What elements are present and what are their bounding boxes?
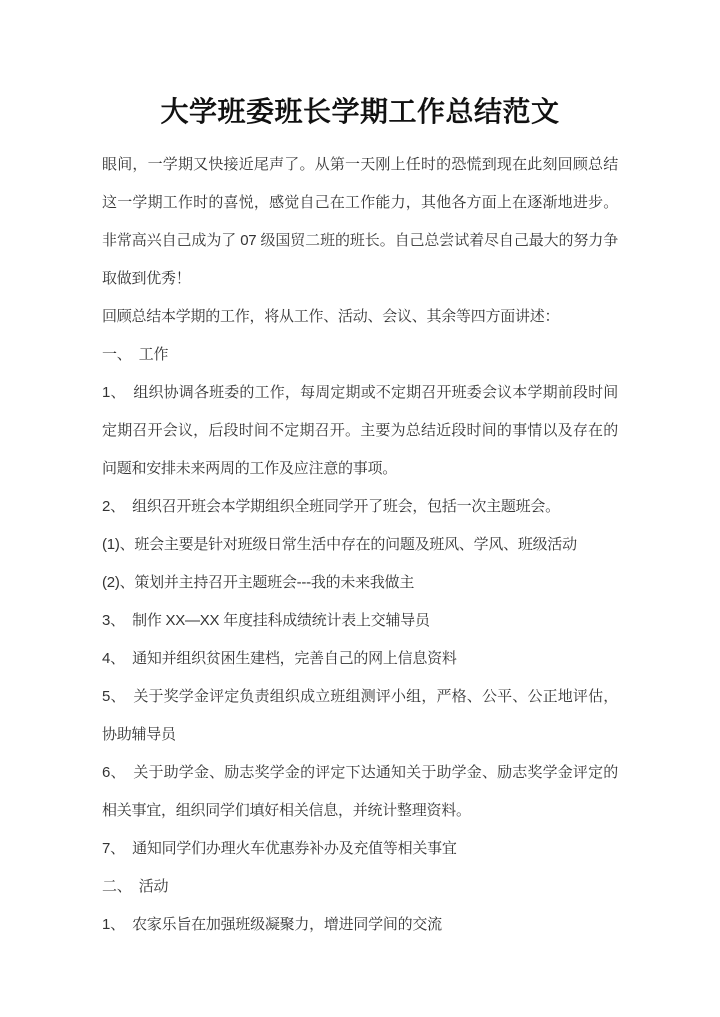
paragraph: 4、 通知并组织贫困生建档，完善自己的网上信息资料 [102,650,457,667]
paragraph: 一、 工作 [102,346,169,363]
paragraph: 3、 制作 XX—XX 年度挂科成绩统计表上交辅导员 [102,612,430,629]
paragraph: 2、 组织召开班会本学期组织全班同学开了班会，包括一次主题班会。 [102,498,560,515]
paragraph: 眼间，一学期又快接近尾声了。从第一天刚上任时的恐慌到现在此刻回顾总结这一学期工作时的喜悦，感觉自己在工作能力，其他各方面上在逐渐地进步。非常高兴自己成为了 07 级国贸二班的班长。自己总尝试着尽自己最大的努力争取做到优秀！ [102,156,618,287]
document-title: 大学班委班长学期工作总结范文 [160,96,560,127]
document-body [0,146,720,944]
paragraph: 二、 活动 [102,878,169,895]
paragraph: 5、 关于奖学金评定负责组织成立班组测评小组，严格、公平、公正地评估，协助辅导员 [102,688,618,743]
paragraph: (2)、策划并主持召开主题班会---我的未来我做主 [102,574,415,591]
paragraph: 1、 农家乐旨在加强班级凝聚力，增进同学间的交流 [102,916,442,933]
paragraph: 回顾总结本学期的工作，将从工作、活动、会议、其余等四方面讲述： [102,308,560,325]
paragraph: 1、 组织协调各班委的工作，每周定期或不定期召开班委会议本学期前段时间定期召开会议，后段时间不定期召开。主要为总结近段时间的事情以及存在的问题和安排未来两周的工作及应注意的事项。 [102,384,618,477]
paragraph: 7、 通知同学们办理火车优惠券补办及充值等相关事宜 [102,840,457,857]
paragraph: (1)、班会主要是针对班级日常生活中存在的问题及班风、学风、班级活动 [102,536,577,553]
paragraph: 6、 关于助学金、励志奖学金的评定下达通知关于助学金、励志奖学金评定的相关事宜，组织同学们填好相关信息，并统计整理资料。 [102,764,618,819]
